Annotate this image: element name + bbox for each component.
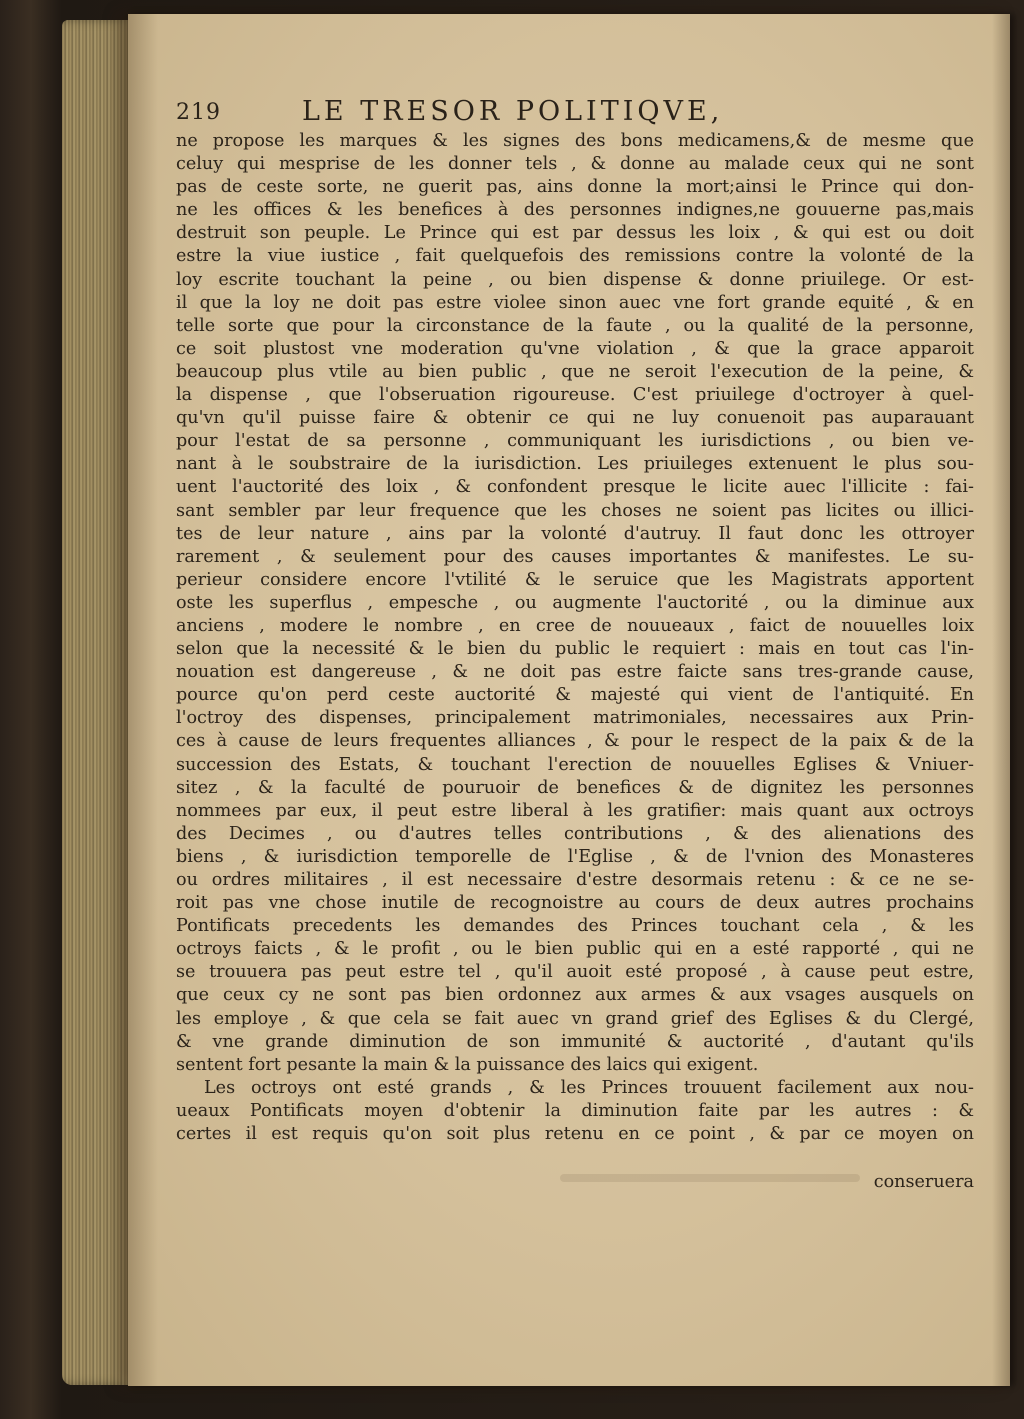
page-gutter-shadow (128, 14, 158, 1386)
text-line: ne les offices & les benefices à des personnes indignes,ne gouuerne pas,mais (176, 200, 974, 221)
text-line: roit pas vne chose inutile de recognoistre au cours de deux autres prochains (176, 893, 974, 914)
text-line: anciens , modere le nombre , en cree de nouueaux , faict de nouuelles loix (176, 615, 974, 636)
paragraph-start-line: Les octroys ont esté grands , & les Princes trouuent facilement aux nou- (204, 1077, 974, 1098)
text-line: pas de ceste sorte, ne guerit pas, ains donne la mort;ainsi le Prince qui don- (176, 177, 974, 198)
text-line: & vne grande diminution de son immunité & auctorité , d'autant qu'ils (176, 1031, 974, 1052)
text-line: rarement , & seulement pour des causes importantes & manifestes. Le su- (176, 546, 974, 567)
text-line: les employe , & que cela se fait auec vn grand grief des Eglises & du Clergé, (176, 1008, 974, 1029)
text-line: estre la viue iustice , fait quelquefois des remissions contre la volonté de la (176, 246, 974, 267)
text-line: se trouuera pas peut estre tel , qu'il auoit esté proposé , à cause peut estre, (176, 962, 974, 983)
text-line: ou ordres militaires , il est necessaire d'estre desormais retenu : & ce ne se- (176, 870, 974, 890)
text-line: oste les superflus , empesche , ou augmente l'auctorité , ou la diminue aux (176, 592, 974, 613)
text-line: sant sembler par leur frequence que les choses ne soient pas licites ou illici- (176, 500, 974, 521)
text-line: que ceux cy ne sont pas bien ordonnez aux armes & aux vsages ausquels on (176, 985, 974, 1006)
text-line: pource qu'on perd ceste auctorité & majesté qui vient de l'antiquité. En (176, 685, 974, 706)
text-line: succession des Estats, & touchant l'erection de nouuelles Eglises & Vniuer- (176, 754, 974, 775)
text-line: selon que la necessité & le bien du public le requiert : mais en tout cas l'in- (176, 639, 974, 660)
text-line: sitez , & la faculté de pouruoir de benefices & de dignitez les personnes (176, 777, 974, 798)
text-line: ne propose les marques & les signes des bons medicamens,& de mesme que (176, 131, 974, 151)
text-line: ueaux Pontificats moyen d'obtenir la diminution faite par les autres : & (176, 1100, 974, 1121)
text-line: qu'vn qu'il puisse faire & obtenir ce qui ne luy conuenoit pas auparauant (176, 408, 974, 429)
text-line: destruit son peuple. Le Prince qui est par dessus les loix , & qui est ou doit (176, 223, 974, 244)
body-text (176, 130, 974, 1146)
page-edge-shadow (992, 14, 1010, 1386)
text-line: uent l'auctorité des loix , & confondent presque le licite auec l'illicite : fai- (176, 477, 974, 498)
text-line: nant à le soubstraire de la iurisdiction. Les priuileges extenuent le plus sou- (176, 454, 974, 475)
text-line: pour l'estat de sa personne , communiquant les iurisdictions , ou bien ve- (176, 431, 974, 452)
text-line: Pontificats precedents les demandes des Princes touchant cela , & les (176, 916, 974, 937)
text-line: ce soit plustost vne moderation qu'vne violation , & que la grace apparoit (176, 338, 974, 359)
text-line: des Decimes , ou d'autres telles contributions , & des alienations des (176, 823, 974, 844)
text-line: octroys faicts , & le profit , ou le bien public qui en a esté rapporté , qui ne (176, 939, 974, 960)
book-title: LE TRESOR POLITIQVE, (302, 96, 724, 127)
catchword: conseruera (873, 1172, 974, 1192)
text-line: nouation est dangereuse , & ne doit pas estre faicte sans tres-grande cause, (176, 662, 974, 683)
running-head (176, 92, 856, 134)
text-line: ces à cause de leurs frequentes alliances , & pour le respect de la paix & de la (176, 731, 974, 752)
text-line: la dispense , que l'obseruation rigoureuse. C'est priuilege d'octroyer à quel- (176, 385, 974, 406)
text-line: telle sorte que pour la circonstance de la faute , ou la qualité de la personne, (176, 315, 974, 336)
text-line: biens , & iurisdiction temporelle de l'Eglise , & de l'vnion des Monasteres (176, 846, 974, 867)
text-line: certes il est requis qu'on soit plus retenu en ce point , & par ce moyen on (176, 1124, 974, 1145)
text-line: l'octroy des dispenses, principalement matrimoniales, necessaires aux Prin- (176, 708, 974, 729)
text-line: nommees par eux, il peut estre liberal à les gratifier: mais quant aux octroys (176, 800, 974, 821)
text-line: tes de leur nature , ains par la volonté d'autruy. Il faut donc les ottroyer (176, 523, 974, 544)
text-line: loy escrite touchant la peine , ou bien dispense & donne priuilege. Or est- (176, 269, 974, 290)
text-line: beaucoup plus vtile au bien public , que ne seroit l'execution de la peine, & (176, 361, 974, 382)
catchword-row (176, 1172, 974, 1198)
text-line: il que la loy ne doit pas estre violee sinon auec vne fort grande equité , & en (176, 292, 974, 313)
text-line: sentent fort pesante la main & la puissance des laics qui exigent. (176, 1054, 759, 1075)
text-line: celuy qui mesprise de les donner tels , & donne au malade ceux qui ne sont (176, 154, 974, 175)
text-line: perieur considere encore l'vtilité & le seruice que les Magistrats apportent (176, 569, 974, 590)
page-number: 219 (176, 100, 221, 125)
